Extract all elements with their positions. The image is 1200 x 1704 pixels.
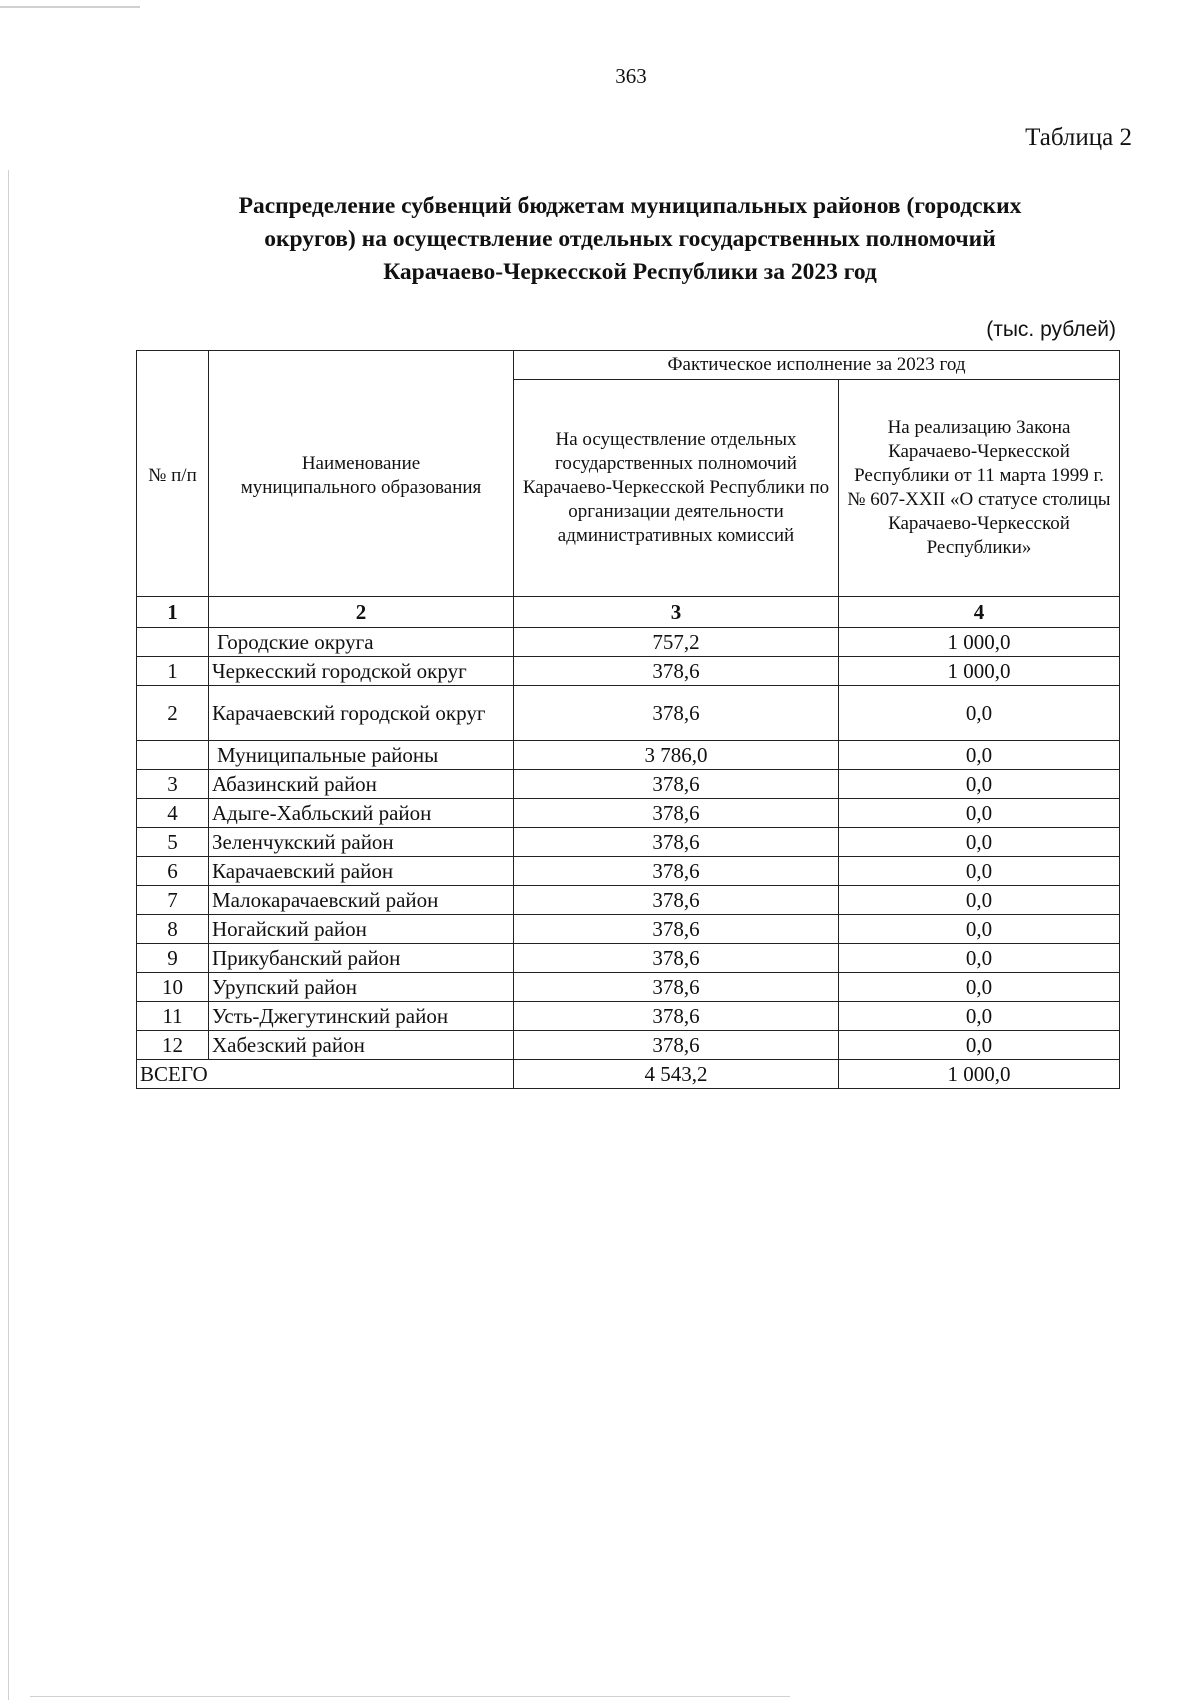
column-number: 1 [137,597,209,628]
table-label: Таблица 2 [1025,124,1132,151]
row-name: Городские округа [209,628,514,657]
row-name: Муниципальные районы [209,741,514,770]
column-number: 4 [839,597,1120,628]
row-value-col4: 0,0 [839,828,1120,857]
total-value-col3: 4 543,2 [514,1060,839,1089]
table-row [137,741,1120,770]
table-row [137,944,1120,973]
row-name: Карачаевский городской округ [209,686,514,741]
table-row [137,1031,1120,1060]
row-value-col3: 378,6 [514,944,839,973]
row-number [137,741,209,770]
row-value-col3: 378,6 [514,886,839,915]
total-label: ВСЕГО [137,1060,514,1089]
row-number: 11 [137,1002,209,1031]
row-name: Усть-Джегутинский район [209,1002,514,1031]
scan-edge-bottom [30,1696,790,1697]
row-number: 2 [137,686,209,741]
row-name: Ногайский район [209,915,514,944]
row-value-col4: 0,0 [839,973,1120,1002]
row-name: Черкесский городской округ [209,657,514,686]
row-value-col3: 378,6 [514,915,839,944]
table-row [137,886,1120,915]
row-value-col4: 0,0 [839,857,1120,886]
row-value-col4: 0,0 [839,944,1120,973]
row-value-col3: 378,6 [514,657,839,686]
table-row [137,973,1120,1002]
header-col-name: Наименование муниципального образования [209,351,514,597]
table-row [137,857,1120,886]
page-number: 363 [615,64,647,88]
scan-edge-left [8,170,9,1700]
header-col-3: На осуществление отдельных государственных полномочий Карачаево-Черкесской Республики по организации деятельности административных комиссий [514,380,839,597]
row-value-col3: 378,6 [514,799,839,828]
scan-edge-top [0,6,140,8]
table-row [137,915,1120,944]
row-name: Хабезский район [209,1031,514,1060]
total-value-col4: 1 000,0 [839,1060,1120,1089]
table-row [137,686,1120,741]
row-value-col4: 0,0 [839,915,1120,944]
table-row [137,770,1120,799]
subventions-table [136,350,1120,1089]
table-row [137,657,1120,686]
row-value-col3: 378,6 [514,973,839,1002]
row-name: Карачаевский район [209,857,514,886]
row-number: 9 [137,944,209,973]
header-col-4: На реализацию Закона Карачаево-Черкесской Республики от 11 марта 1999 г. № 607-XXII «О статусе столицы Карачаево-Черкесской Республики» [839,380,1120,597]
header-group: Фактическое исполнение за 2023 год [514,351,1120,380]
row-number [137,628,209,657]
row-value-col4: 1 000,0 [839,657,1120,686]
row-number: 1 [137,657,209,686]
column-number: 3 [514,597,839,628]
row-value-col3: 3 786,0 [514,741,839,770]
table-row [137,628,1120,657]
row-value-col4: 0,0 [839,1002,1120,1031]
row-number: 7 [137,886,209,915]
row-value-col4: 0,0 [839,886,1120,915]
row-value-col3: 757,2 [514,628,839,657]
row-name: Абазинский район [209,770,514,799]
row-number: 4 [137,799,209,828]
row-number: 10 [137,973,209,1002]
row-value-col3: 378,6 [514,1002,839,1031]
title-line: округов) на осуществление отдельных государственных полномочий [264,226,996,252]
row-number: 6 [137,857,209,886]
row-value-col3: 378,6 [514,686,839,741]
row-number: 8 [137,915,209,944]
column-numbers-row [137,597,1120,628]
row-number: 3 [137,770,209,799]
row-value-col4: 0,0 [839,799,1120,828]
table-row [137,828,1120,857]
row-value-col3: 378,6 [514,857,839,886]
row-value-col3: 378,6 [514,828,839,857]
row-number: 5 [137,828,209,857]
row-name: Зеленчукский район [209,828,514,857]
row-value-col4: 1 000,0 [839,628,1120,657]
units-label: (тыс. рублей) [986,318,1116,341]
row-value-col4: 0,0 [839,1031,1120,1060]
total-row [137,1060,1120,1089]
row-name: Урупский район [209,973,514,1002]
row-value-col4: 0,0 [839,770,1120,799]
row-name: Малокарачаевский район [209,886,514,915]
table-row [137,1002,1120,1031]
row-value-col4: 0,0 [839,741,1120,770]
header-col-number: № п/п [137,351,209,597]
title-line: Распределение субвенций бюджетам муниципальных районов (городских [238,193,1022,219]
title-line: Карачаево-Черкесской Республики за 2023 год [383,259,877,285]
row-value-col4: 0,0 [839,686,1120,741]
column-number: 2 [209,597,514,628]
row-name: Адыге-Хабльский район [209,799,514,828]
row-value-col3: 378,6 [514,1031,839,1060]
row-name: Прикубанский район [209,944,514,973]
table-row [137,799,1120,828]
document-title [150,190,1110,289]
row-number: 12 [137,1031,209,1060]
row-value-col3: 378,6 [514,770,839,799]
